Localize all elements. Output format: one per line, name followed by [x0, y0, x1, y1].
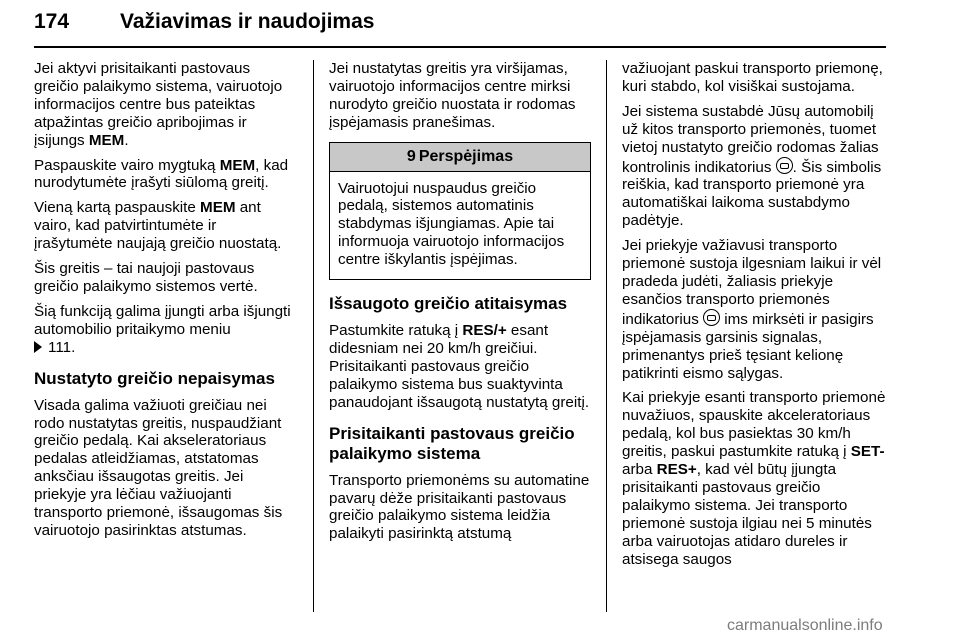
paragraph: Jei sistema sustabdė Jūsų automobilį už kitos transporto priemonės, tuomet vietoj nustatyto greičio rodomas žalias kontrolinis indikatorius . Šis simbolis reiškia, kad transporto priemonė yra automatiškai laikoma sustabdymo padėtyje.	[622, 102, 882, 230]
page-title: Važiavimas ir naudojimas	[120, 10, 375, 33]
section-heading: Prisitaikanti pastovaus greičio palaikymo sistema	[329, 423, 575, 463]
page-ref-arrow-icon	[34, 341, 42, 353]
paragraph: Pastumkite ratuką į RES/+ esant didesniam nei 20 km/h greičiui. Prisitaikanti pastovaus greičio palaikymo sistema bus suaktyvinta panaudojant išsaugotą nustatytą greitį.	[329, 322, 590, 411]
vehicle-ahead-indicator-icon	[776, 157, 793, 174]
paragraph: važiuojant paskui transporto priemonę, kuri stabdo, kol visiškai sustojama.	[622, 60, 883, 95]
column-divider	[313, 60, 314, 612]
paragraph: Šią funkciją galima įjungti arba išjungti automobilio pritaikymo meniu 111.	[34, 302, 291, 356]
paragraph: Vieną kartą paspauskite MEM ant vairo, kad patvirtintumėte ir įrašytumėte naujają greičio nuostatą.	[34, 199, 282, 253]
warning-icon: 9	[406, 147, 416, 165]
vehicle-ahead-indicator-icon	[703, 309, 720, 326]
warning-box	[329, 142, 591, 280]
paragraph: Jei priekyje važiavusi transporto priemonė sustoja ilgesniam laikui ir vėl pradeda judėti, žaliasis priekyje esančios transporto priemonės indikatorius ims mirksėti ir pasigirs įspėjamasis garsinis signalas, primenantys prieš tęsiant kelionę patikrinti eismo sąlygas.	[622, 237, 882, 382]
warning-title: Perspėjimas	[418, 147, 514, 165]
paragraph: Šis greitis – tai naujoji pastovaus greičio palaikymo sistemos vertė.	[34, 260, 258, 295]
page-number: 174	[34, 10, 70, 33]
column-2	[329, 60, 591, 550]
paragraph: Paspauskite vairo mygtuką MEM, kad nurodytumėte įrašyti siūlomą greitį.	[34, 156, 289, 192]
paragraph: Kai priekyje esanti transporto priemonė nuvažiuos, spauskite akceleratoriaus pedalą, kol bus pasiektas 30 km/h greitis, paskui pastumkite ratuką į SET- arba RES+, kad vėl būtų įjungta prisitaikanti pastovaus greičio palaikymo sistema. Jei transporto priemonė sustoja ilgiau nei 5 minutės arba vairuotojas atidaro dureles ir atsisega saugos	[622, 389, 886, 568]
paragraph: Jei aktyvi prisitaikanti pastovaus greičio palaikymo sistema, vairuotojo informacijos centre bus pateiktas atpažintas greičio apribojimas ir įsijungs MEM.	[34, 60, 283, 149]
section-heading: Nustatyto greičio nepaisymas	[34, 368, 275, 388]
header-rule	[34, 46, 886, 48]
section-heading: Išsaugoto greičio atitaisymas	[329, 294, 568, 314]
warning-body: Vairuotojui nuspaudus greičio pedalą, sistemos automatinis stabdymas išjungiamas. Apie tai informuoja vairuotojo informacijos centre iškylantis įspėjimas.	[338, 179, 565, 269]
page-header	[34, 2, 886, 48]
warning-header	[330, 143, 590, 172]
column-divider	[606, 60, 607, 612]
paragraph: Jei nustatytas greitis yra viršijamas, vairuotojo informacijos centre mirksi nurodyto greičio nuostata ir rodomas įspėjamasis pranešimas.	[329, 60, 576, 131]
column-1	[34, 60, 299, 547]
watermark: carmanualsonline.info	[727, 617, 883, 634]
paragraph: Transporto priemonėms su automatine pavarų dėže prisitaikanti pastovaus greičio palaikymo sistema leidžia palaikyti pasirinktą atstumą	[329, 471, 590, 543]
page-reference-link[interactable]: 111.	[48, 338, 76, 356]
paragraph: Visada galima važiuoti greičiau nei rodo nustatytas greitis, nuspaudžiant greičio pedalą. Kai akseleratoriaus pedalas atleidžiamas, atstatomas anksčiau išsaugotas greitis. Jei priekyje yra lėčiau važiuojanti transporto priemonė, išsaugomas šis vairuotojo pasirinktas atstumas.	[34, 396, 283, 539]
column-3	[622, 60, 887, 575]
